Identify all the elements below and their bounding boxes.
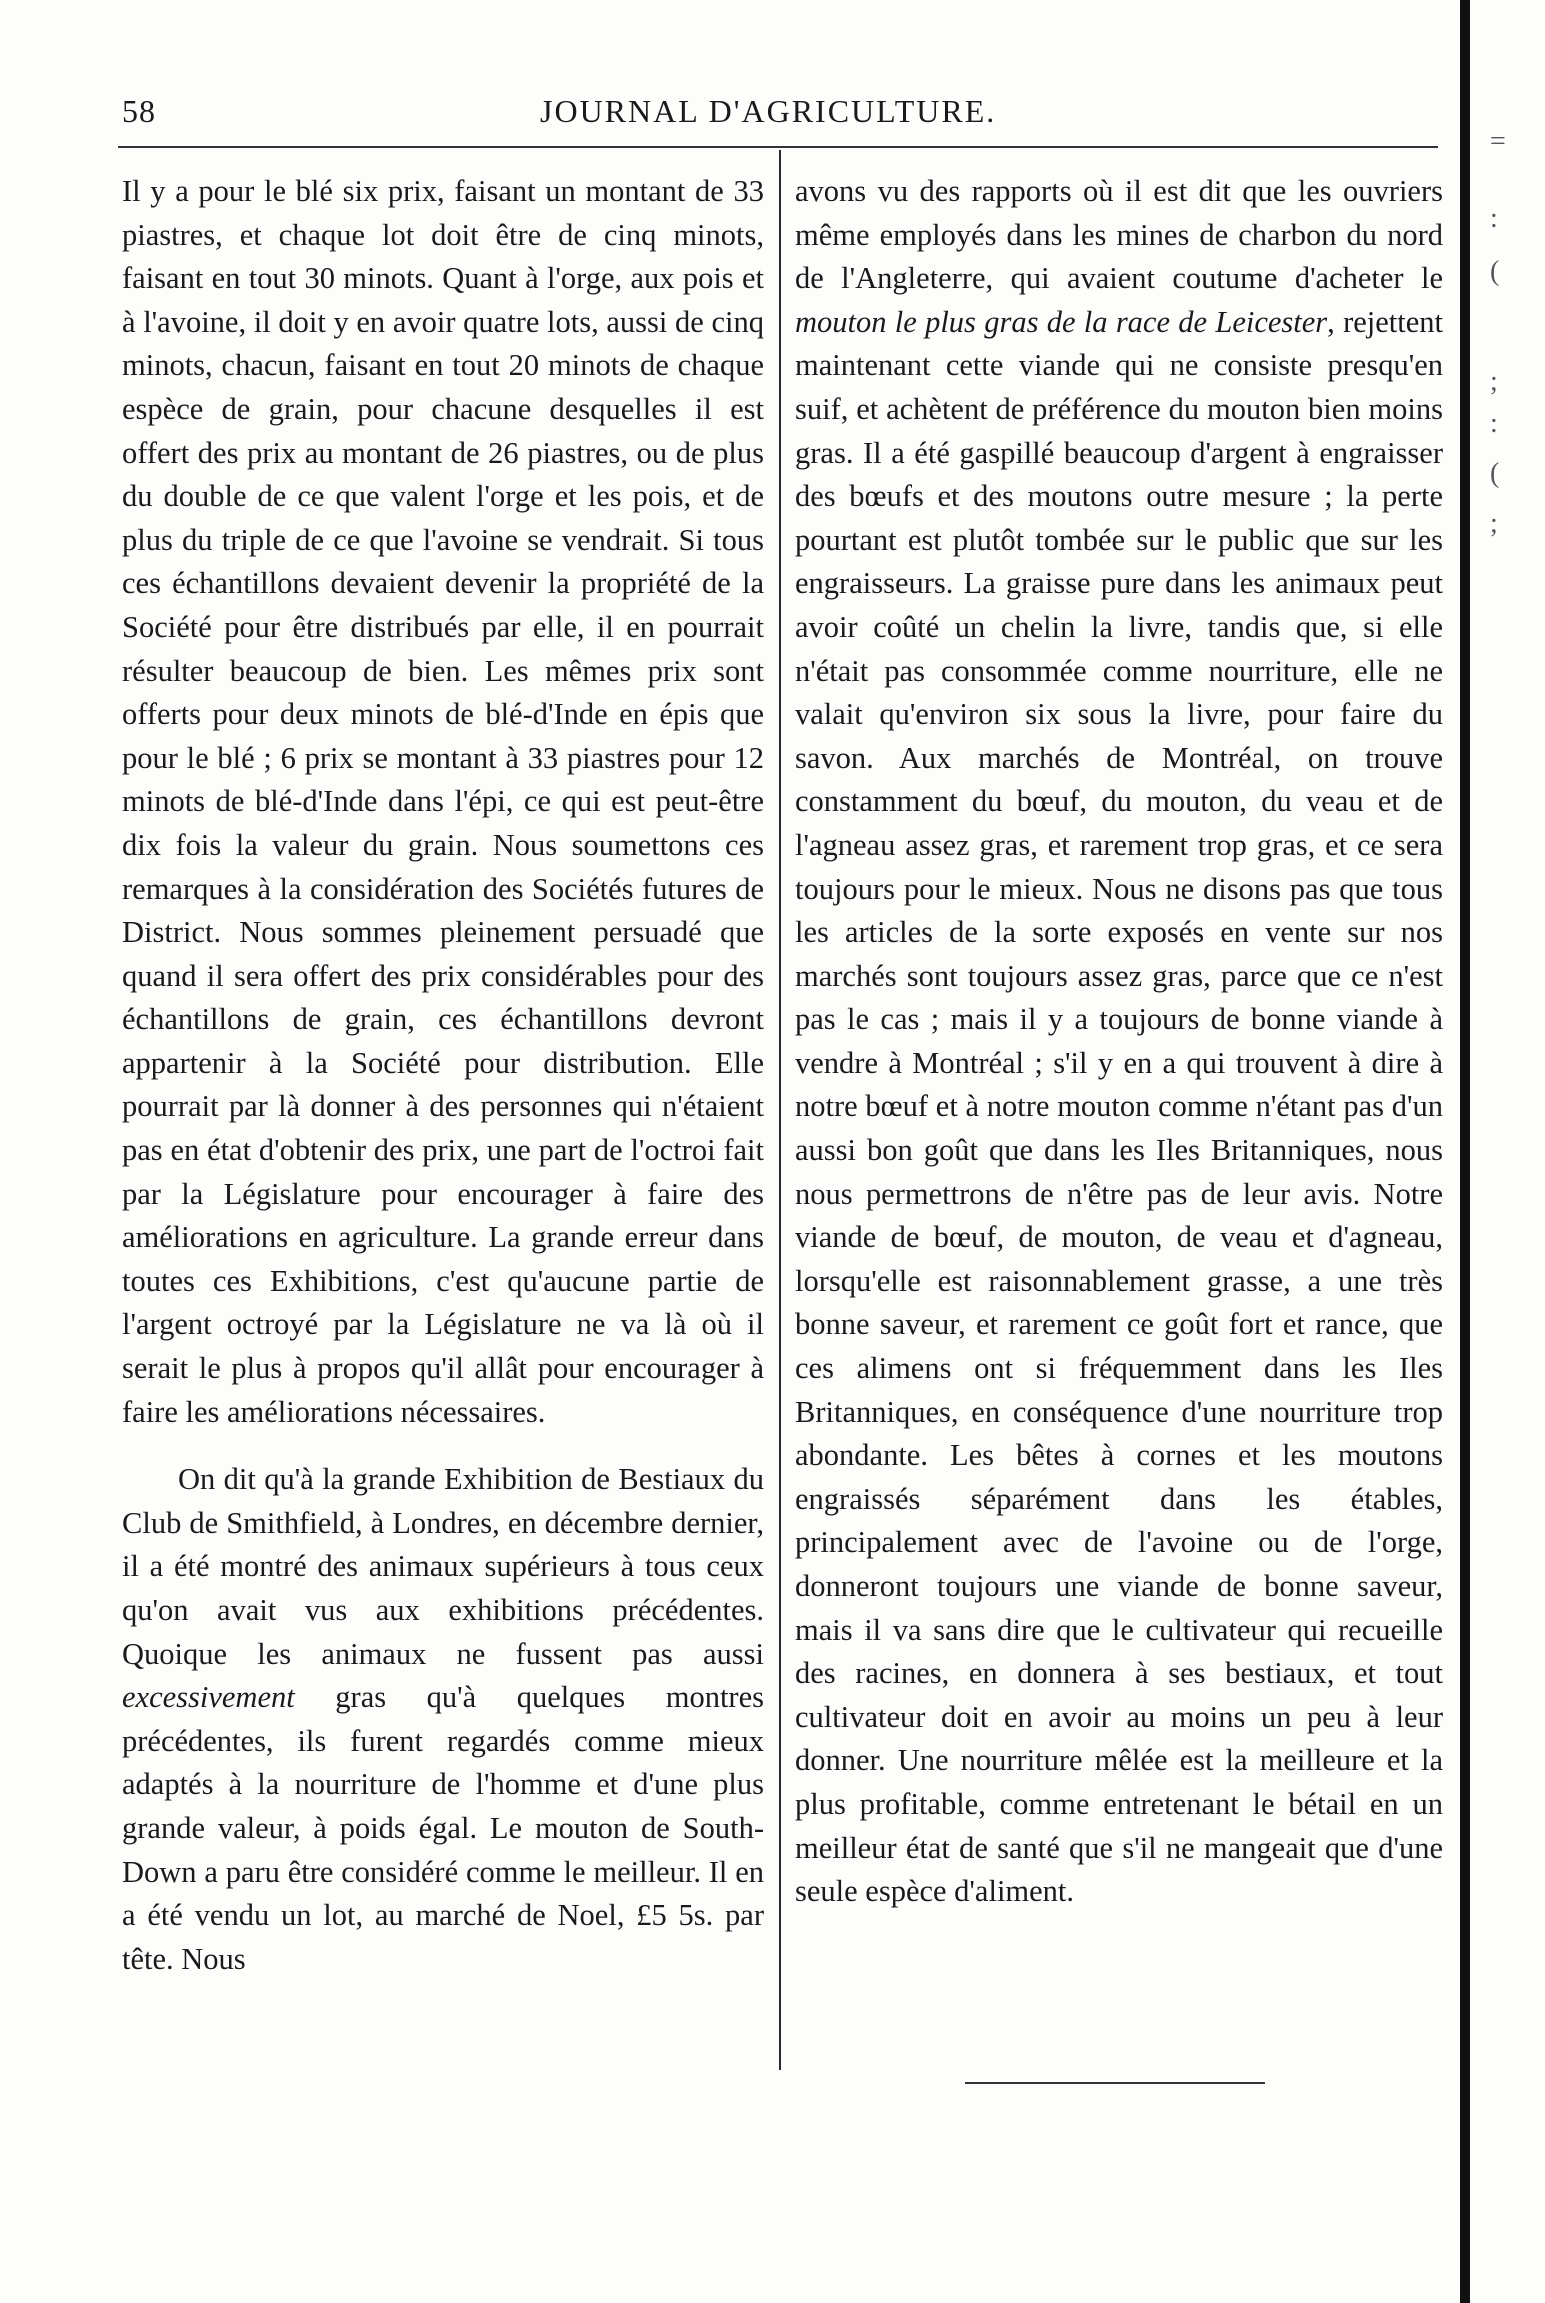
left-paragraph-1: Il y a pour le blé six prix, faisant un montant de 33 piastres, et chaque lot doit être de cinq minots, faisant en tout 30 minots. Quant à l'orge, aux pois et à l'avoine, il doit y en avoir quatre lots, aussi de cinq minots, chacun, faisant en tout 20 minots de chaque espèce de grain, pour chacune desquelles il est offert des prix au montant de 26 piastres, ou de plus du double de ce que valent l'orge et les pois, et de plus du triple de ce que l'avoine se vendrait. Si tous ces échantillons devaient devenir la propriété de la Société pour être distribués par elle, il en pourrait résulter beaucoup de bien. Les mêmes prix sont offerts pour deux minots de blé-d'Inde en épis que pour le blé ; 6 prix se montant à 33 piastres pour 12 minots de blé-d'Inde dans l'épi, ce qui est peut-être dix fois la valeur du grain. Nous soumettons ces remarques à la considération des Sociétés futures de District. Nous sommes pleinement persuadé que quand il sera offert des prix considérables pour des échantillons de grain, ces échantillons devront appartenir à la Société pour distribution. Elle pourrait par là donner à des personnes qui n'étaient pas en état d'obtenir des prix, une part de l'octroi fait par la Législature pour encourager à faire des améliorations en agriculture. La grande erreur dans toutes ces Exhibitions, c'est qu'aucune partie de l'argent octroyé par la Législature ne va là où il serait le plus à propos qu'il allât pour encourager à faire les améliorations nécessaires. <box>122 174 764 1429</box>
header-rule <box>118 146 1438 148</box>
left-column <box>122 170 764 1981</box>
left-paragraph-2-text-end: gras qu'à quelques montres précédentes, ils furent regardés comme mieux adaptés à la nourriture de l'homme et d'une plus grande valeur, à poids égal. Le mouton de South-Down a paru être considéré comme le meilleur. Il en a été vendu un lot, au marché de Noel, £5 5s. par tête. Nous <box>122 1680 764 1976</box>
right-column <box>795 170 1443 1914</box>
edge-mark: : <box>1490 408 1498 439</box>
running-title: JOURNAL D'AGRICULTURE. <box>540 93 997 129</box>
right-paragraph-emphasis: mouton le plus gras de la race de Leicester <box>795 304 1328 339</box>
edge-mark: : <box>1490 203 1498 234</box>
edge-mark: ; <box>1490 508 1498 539</box>
edge-mark: ( <box>1490 458 1500 489</box>
left-paragraph-2-emphasis: excessivement <box>122 1680 295 1715</box>
left-paragraph-2-text-start: On dit qu'à la grande Exhibition de Bestiaux du Club de Smithfield, à Londres, en décembre dernier, il a été montré des animaux supérieurs à tous ceux qu'on avait vus aux exhibitions précédentes. Quoique les animaux ne fussent pas aussi <box>122 1462 764 1671</box>
page-number: 58 <box>122 93 156 129</box>
page-edge-shadow <box>1460 0 1470 2303</box>
edge-mark: ; <box>1490 366 1498 397</box>
section-end-rule <box>965 2082 1265 2084</box>
edge-mark: ( <box>1490 256 1500 287</box>
right-paragraph-text-start: avons vu des rapports où il est dit que les ouvriers même employés dans les mines de charbon du nord de l'Angleterre, qui avaient coutume d'acheter le <box>795 174 1443 296</box>
right-paragraph-text-end: , rejettent maintenant cette viande qui ne consiste presqu'en suif, et achètent de préférence du mouton bien moins gras. Il a été gaspillé beaucoup d'argent à engraisser des bœufs et des moutons outre mesure ; la perte pourtant est plutôt tombée sur le public que sur les engraisseurs. La graisse pure dans les animaux peut avoir coûté un chelin la livre, tandis que, si elle n'était pas consommée comme nourriture, elle ne valait qu'environ six sous la livre, pour faire du savon. Aux marchés de Montréal, on trouve constamment du bœuf, du mouton, du veau et de l'agneau assez gras, et rarement trop gras, et ce sera toujours pour le mieux. Nous ne disons pas que tous les articles de la sorte exposés en vente sur nos marchés sont toujours assez gras, parce que ce n'est pas le cas ; mais il y a toujours de bonne viande à vendre à Montréal ; s'il y en a qui trouvent à dire à notre bœuf et à notre mouton comme n'étant pas d'un aussi bon goût que dans les Iles Britanniques, nous nous permettrons de n'être pas de leur avis. Notre viande de bœuf, de mouton, de veau et d'agneau, lorsqu'elle est raisonnablement grasse, a une très bonne saveur, et rarement ce goût fort et rance, que ces alimens ont si fréquemment dans les Iles Britanniques, en conséquence d'une nourriture trop abondante. Les bêtes à cornes et les moutons engraissés séparément dans les étables, principalement avec de l'avoine ou de l'orge, donneront toujours une viande de bonne saveur, mais il va sans dire que le cultivateur qui recueille des racines, en donnera à ses bestiaux, et tout cultivateur doit en avoir au moins un peu à leur donner. Une nourriture mêlée est la meilleure et la plus profitable, comme entretenant le bétail en un meilleur état de santé que s'il ne mangeait que d'une seule espèce d'aliment. <box>795 304 1443 1909</box>
edge-mark: = <box>1490 126 1506 157</box>
column-divider <box>779 150 781 2070</box>
right-paragraph <box>795 170 1443 1914</box>
left-paragraph-2 <box>122 1458 764 1981</box>
